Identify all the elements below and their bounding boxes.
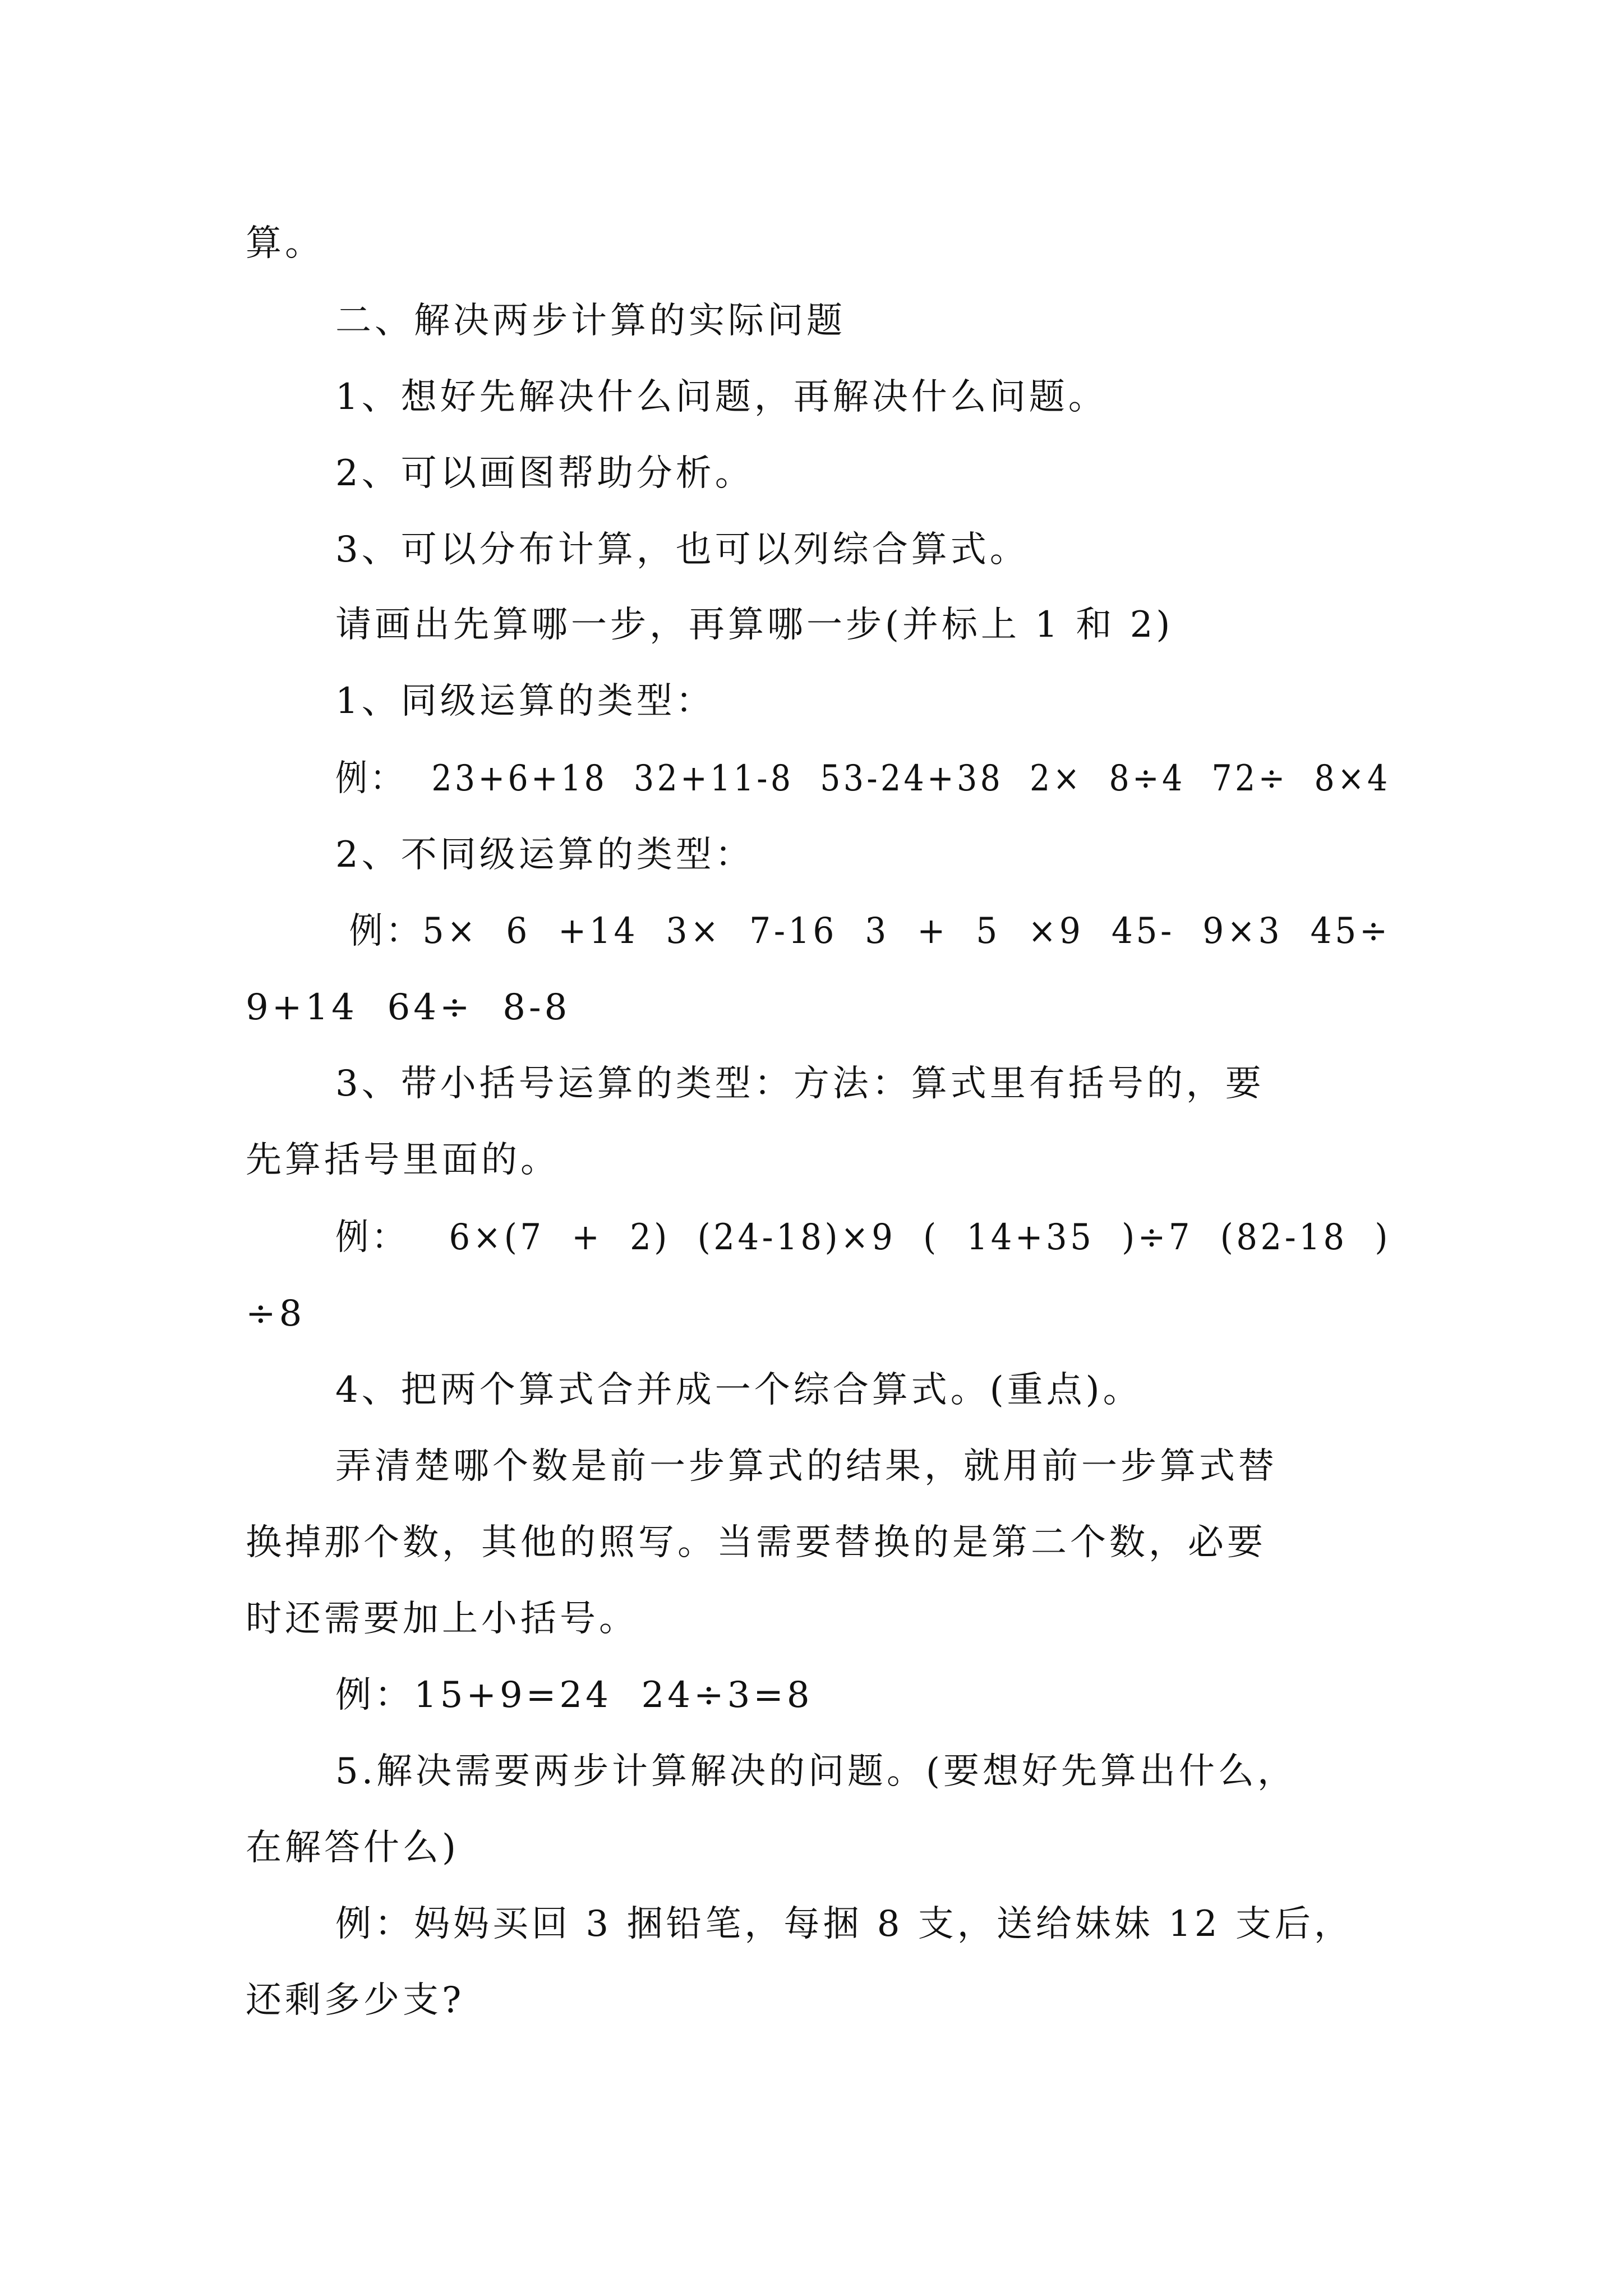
example-line: ÷8 xyxy=(246,1293,306,1335)
text-line: 请画出先算哪一步，再算哪一步(并标上 1 和 2) xyxy=(335,604,1174,646)
text-line: 4、把两个算式合并成一个综合算式。(重点)。 xyxy=(335,1369,1142,1411)
text-line: 5.解决需要两步计算解决的问题。(要想好先算出什么， xyxy=(335,1751,1297,1792)
text-line: 2、可以画图帮助分析。 xyxy=(335,453,754,494)
text-line: 3、带小括号运算的类型：方法：算式里有括号的，要 xyxy=(335,1063,1265,1105)
text-line: 1、同级运算的类型： xyxy=(335,680,715,722)
text-line: 换掉那个数，其他的照写。当需要替换的是第二个数，必要 xyxy=(246,1522,1266,1563)
example-line: 例：15+9=24 24÷3=8 xyxy=(335,1674,813,1716)
example-line: 例： 6×(7 + 2) (24-18)×9 ( 14+35 )÷7 (82-18 ) xyxy=(335,1217,1391,1258)
text-line: 2、不同级运算的类型： xyxy=(335,834,754,876)
text-line: 算。 xyxy=(246,223,324,264)
text-line: 3、可以分布计算，也可以列综合算式。 xyxy=(335,529,1029,570)
example-line: 例： 23+6+18 32+11-8 53-24+38 2× 8÷4 72÷ 8×4 xyxy=(335,758,1391,799)
example-line: 例：5× 6 +14 3× 7-16 3 + 5 ×9 45- 9×3 45÷ xyxy=(335,910,1391,952)
example-line: 例：妈妈买回 3 捆铅笔，每捆 8 支，送给妹妹 12 支后， xyxy=(335,1903,1353,1945)
text-line: 1、想好先解决什么问题，再解决什么问题。 xyxy=(335,376,1108,418)
text-line: 弄清楚哪个数是前一步算式的结果，就用前一步算式替 xyxy=(335,1446,1278,1487)
text-line: 时还需要加上小括号。 xyxy=(246,1598,638,1640)
text-line: 还剩多少支? xyxy=(246,1980,465,2021)
example-line: 9+14 64÷ 8-8 xyxy=(246,987,571,1028)
section-heading: 二、解决两步计算的实际问题 xyxy=(335,300,846,342)
text-line: 先算括号里面的。 xyxy=(246,1139,560,1181)
text-line: 在解答什么) xyxy=(246,1827,459,1869)
